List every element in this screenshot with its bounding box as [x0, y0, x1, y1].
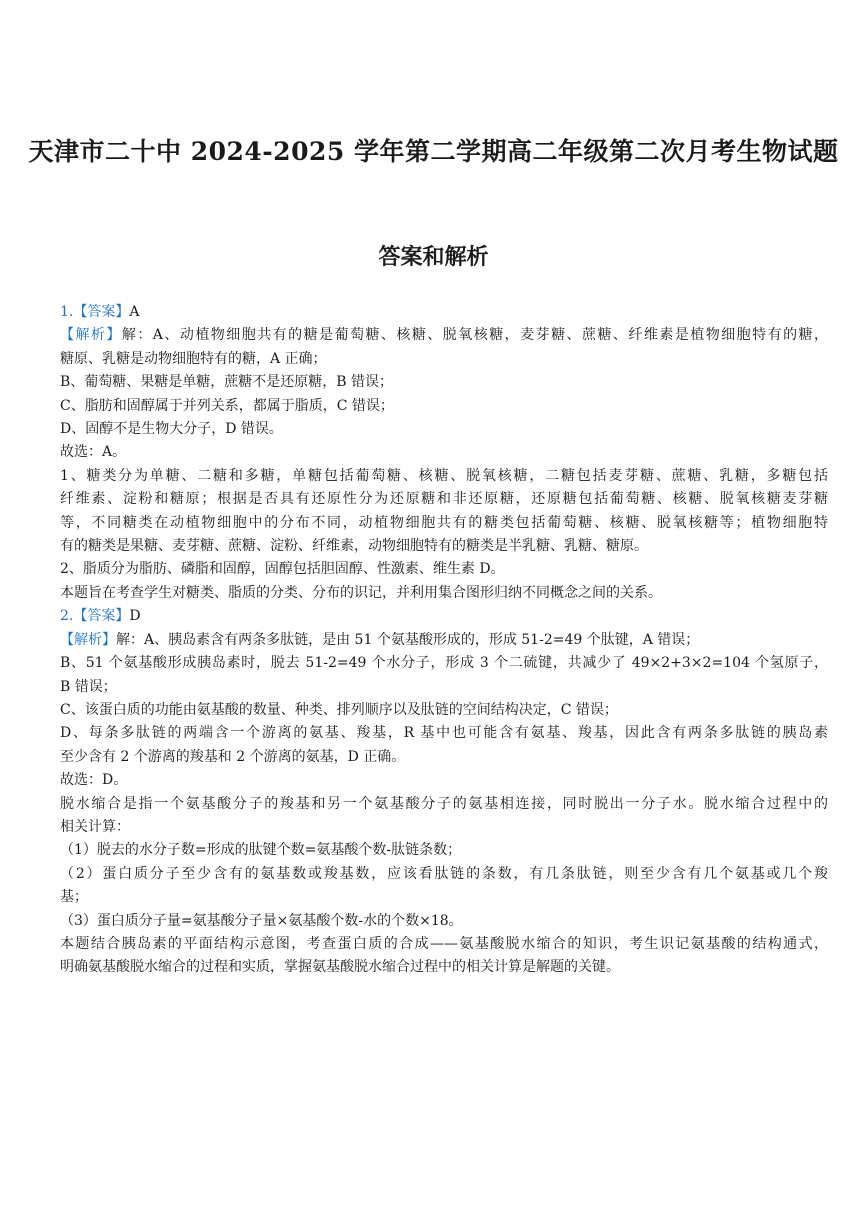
q2-line: D、每条多肽链的两端含一个游离的氨基、羧基，R 基中也可能含有氨基、羧基，因此含有两条多肽链的胰岛素 — [60, 725, 828, 742]
q2-line: 基； — [60, 889, 88, 906]
q1-line: 故选：A。 — [60, 444, 127, 461]
q2-text: 解：A、胰岛素含有两条多肽链，是由 51 个氨基酸形成的，形成 51-2=49 个肽键，A 错误； — [116, 631, 700, 648]
q2-line: C、该蛋白质的功能由氨基酸的数量、种类、排列顺序以及肽链的空间结构决定，C 错误； — [60, 701, 618, 718]
q1-answer-tag: 【答案】 — [73, 304, 130, 320]
q1-line: C、脂肪和固醇属于并列关系，都属于脂质，C 错误； — [60, 397, 394, 414]
q2-line: B 错误； — [60, 678, 117, 695]
q2-line: （3）蛋白质分子量=氨基酸分子量×氨基酸个数-水的个数×18。 — [60, 912, 463, 929]
q1-number: 1. — [60, 304, 74, 320]
q1-answer-line — [60, 301, 828, 324]
q1-line: B、葡萄糖、果糖是单糖，蔗糖不是还原糖，B 错误； — [60, 374, 394, 391]
q2-line — [60, 629, 828, 652]
q1-text: 解：A、动植物细胞共有的糖是葡萄糖、核糖、脱氧核糖，麦芽糖、蔗糖、纤维素是植物细胞特有的糖， — [121, 327, 829, 344]
q2-line: 至少含有 2 个游离的羧基和 2 个游离的氨基，D 正确。 — [60, 748, 406, 765]
document-subtitle: 答案和解析 — [378, 244, 489, 270]
q1-line: D、固醇不是生物大分子，D 错误。 — [60, 421, 283, 438]
q1-answer-value: A — [129, 304, 140, 320]
q1-line: 等，不同糖类在动植物细胞中的分布不同，动植物细胞共有的糖类包括葡萄糖、核糖、脱氧核糖等；植物细胞特 — [60, 514, 828, 531]
q1-jiexi-tag: 【解析】 — [60, 327, 122, 344]
q2-line: 相关计算： — [60, 818, 130, 835]
q2-line: 故选：D。 — [60, 772, 128, 789]
q1-line: 纤维素、淀粉和糖原；根据是否具有还原性分为还原糖和非还原糖，还原糖包括葡萄糖、核糖、脱氧核糖麦芽糖 — [60, 491, 828, 508]
q1-line — [60, 324, 828, 347]
q2-line: 本题结合胰岛素的平面结构示意图，考查蛋白质的合成——氨基酸脱水缩合的知识，考生识记氨基酸的结构通式， — [60, 935, 828, 952]
q1-line: 1、糖类分为单糖、二糖和多糖，单糖包括葡萄糖、核糖、脱氧核糖，二糖包括麦芽糖、蔗糖、乳糖，多糖包括 — [60, 467, 828, 484]
q2-answer-line — [60, 605, 828, 628]
q2-line: （2）蛋白质分子至少含有的氨基数或羧基数，应该看肽链的条数，有几条肽链，则至少含有几个氨基或几个羧 — [60, 865, 828, 882]
q2-line: B、51 个氨基酸形成胰岛素时，脱去 51-2=49 个水分子，形成 3 个二硫键，共减少了 49×2+3×2=104 个氢原子， — [60, 655, 828, 672]
document-title: 天津市二十中 2024-2025 学年第二学期高二年级第二次月考生物试题 — [28, 137, 839, 166]
q1-line: 2、脂质分为脂肪、磷脂和固醇，固醇包括胆固醇、性激素、维生素 D。 — [60, 561, 505, 578]
q1-line: 本题旨在考查学生对糖类、脂质的分类、分布的识记，并利用集合图形归纳不同概念之间的关系。 — [60, 584, 662, 601]
q2-answer-value: D — [129, 608, 141, 625]
q2-number: 2. — [60, 608, 74, 625]
q2-line: （1）脱去的水分子数=形成的肽键个数=氨基酸个数-肽链条数； — [60, 842, 462, 859]
q1-line: 糖原、乳糖是动物细胞特有的糖，A 正确； — [60, 350, 327, 367]
q2-answer-tag: 【答案】 — [73, 608, 130, 625]
q2-jiexi-tag: 【解析】 — [60, 631, 116, 648]
answer-content — [60, 301, 828, 980]
q2-line: 脱水缩合是指一个氨基酸分子的羧基和另一个氨基酸分子的氨基相连接，同时脱出一分子水。脱水缩合过程中的 — [60, 795, 828, 812]
q1-line: 有的糖类是果糖、麦芽糖、蔗糖、淀粉、纤维素，动物细胞特有的糖类是半乳糖、乳糖、糖原。 — [60, 538, 648, 555]
q2-line: 明确氨基酸脱水缩合的过程和实质，掌握氨基酸脱水缩合过程中的相关计算是解题的关键。 — [60, 959, 620, 976]
